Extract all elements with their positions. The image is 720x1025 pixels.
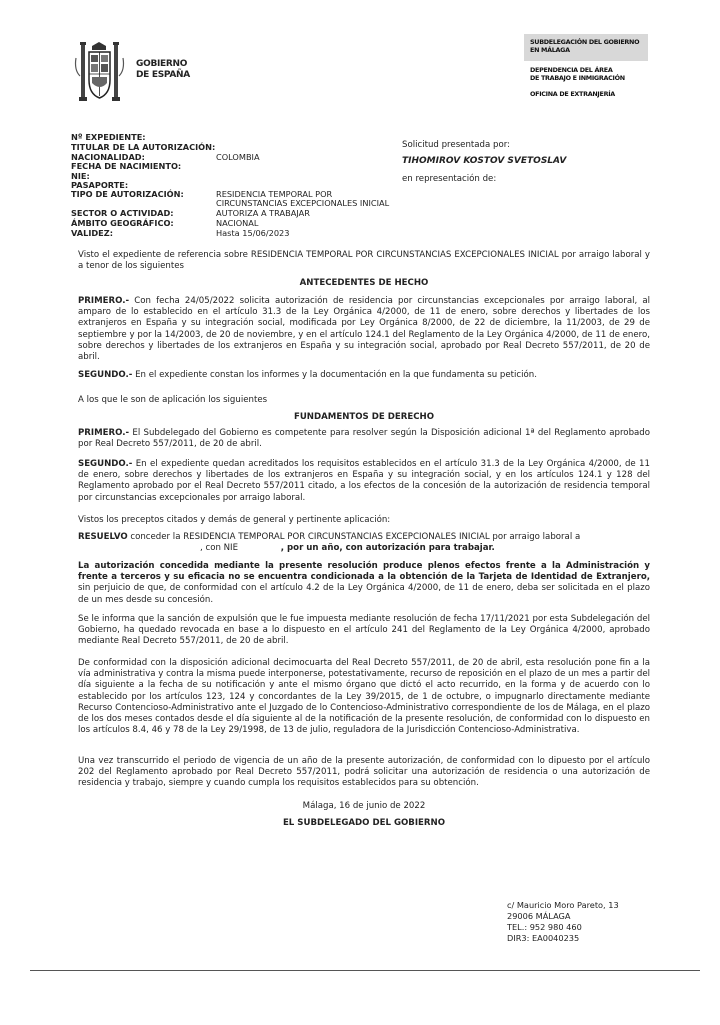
footer-phone: TEL.: 952 980 460 <box>507 922 582 932</box>
value-tipo-line1: RESIDENCIA TEMPORAL POR <box>216 189 333 199</box>
antecedentes-primero-label: PRIMERO.- <box>78 296 130 306</box>
antecedentes-segundo-label: SEGUNDO.- <box>78 370 133 380</box>
footer-dir3: DIR3: EA0040235 <box>507 933 580 943</box>
recursos-paragraph: De conformidad con la disposición adicional decimocuarta del Real Decreto 557/2011, de 20 de abril, esta resolución pone fin a la vía administrativa y contra la misma puede interponerse, potestativamente, recurso de reposición en el plazo de un mes a partir del día siguiente a la fecha de su notificación y ante el mismo órgano que dictó el acto recurrido, en la forma y de acuerdo con lo establecido por los artículos 123, 124 y concordantes de la Ley 39/2015, de 1 de octubre, o impugnarlo directamente mediante Recurso Contencioso-Administrativo ante el Juzgado de lo Contencioso-Administrativo correspondiente de los de Málaga, en el plazo de los dos meses contados desde el día siguiente al de la notificación de la presente resolución, de conformidad con lo dispuesto en los artículos 8.4, 46 y 78 de la Ley 29/1998, de 13 de julio, reguladora de la Jurisdicción Contencioso-Administrativa. <box>78 658 651 736</box>
signature-date: Málaga, 16 de junio de 2022 <box>302 801 426 811</box>
government-title-line2: DE ESPAÑA <box>136 70 190 80</box>
antecedentes-primero-text: Con fecha 24/05/2022 solicita autorización de residencia por circunstancias excepcionales por arraigo laboral, al amparo de lo establecido en el artículo 31.3 de la Ley Orgánica 4/2000, de 11 de enero, sobre derechos y libertades de los extranjeros en España y su integración social, modificada por Ley Orgánica 8/2000, de 22 de diciembre, la 11/2003, de 29 de septiembre y por la 14/2003, de 20 de noviembre, y en el artículo 124.1 del Reglamento de la Ley Orgánica 4/2000, de 11 de enero, sobre derechos y libertades de los extranjeros en España y su integración social, aprobado por Real Decreto 557/2011, de 20 de abril. <box>78 296 650 363</box>
intro-paragraph: Visto el expediente de referencia sobre RESIDENCIA TEMPORAL POR CIRCUNSTANCIAS EXCEPCIONALES INICIAL por arraigo laboral y a tenor de los siguientes <box>78 250 650 272</box>
efectos-bold: La autorización concedida mediante la presente resolución produce plenos efectos frente a la Administración y frente a terceros y su eficacia no se encuentra condicionada a la obtención de la Tarjeta de Identidad de Extranjero, <box>78 561 650 583</box>
subdelegation-line1: SUBDELEGACIÓN DEL GOBIERNO <box>530 38 640 46</box>
resuelvo-text2: , con NIE <box>200 543 239 554</box>
resuelvo-label: RESUELVO <box>78 532 128 542</box>
expulsion-paragraph: Se le informa que la sanción de expulsión que le fue impuesta mediante resolución de fecha 17/11/2021 por esta Subdelegación del Gobierno, ha quedado revocada en base a lo dispuesto en el artículo 241 del Reglamento de la Ley Orgánica 4/2000, aprobado mediante Real Decreto 557/2011, de 20 de abril. <box>78 614 650 647</box>
label-titular: TITULAR DE LA AUTORIZACIÓN: <box>71 142 216 152</box>
value-sector: AUTORIZA A TRABAJAR <box>216 208 310 218</box>
efectos-text: sin perjuicio de que, de conformidad con el artículo 4.2 de la Ley Orgánica 4/2000, de 11 de enero, deba ser solicitada en el plazo de un mes desde su concesión. <box>78 583 650 605</box>
label-pasaporte: PASAPORTE: <box>71 180 129 190</box>
department-line2: DE TRABAJO E INMIGRACIÓN <box>530 74 625 82</box>
label-ambito: ÁMBITO GEOGRÁFICO: <box>71 218 174 228</box>
label-tipo-autorizacion: TIPO DE AUTORIZACIÓN: <box>71 189 184 199</box>
fundamentos-primero <box>78 428 650 450</box>
aplicacion-line: A los que le son de aplicación los siguientes <box>78 395 268 405</box>
footer-postal: 29006 MÁLAGA <box>507 911 571 921</box>
department-label <box>530 66 625 82</box>
label-nacionalidad: NACIONALIDAD: <box>71 152 145 162</box>
fundamentos-heading: FUNDAMENTOS DE DERECHO <box>293 412 435 422</box>
subdelegation-label <box>530 38 639 54</box>
footer-divider <box>30 970 700 971</box>
office-label: OFICINA DE EXTRANJERÍA <box>530 90 615 98</box>
fundamentos-segundo <box>78 459 650 504</box>
value-nacionalidad: COLOMBIA <box>216 152 260 162</box>
footer-address: c/ Mauricio Moro Pareto, 13 <box>507 900 619 910</box>
government-title <box>136 59 190 81</box>
coat-of-arms-icon <box>72 40 127 110</box>
vigencia-paragraph: Una vez transcurrido el periodo de vigencia de un año de la presente autorización, de conformidad con lo dipuesto por el artículo 202 del Reglamento aprobado por Real Decreto 557/2011, podrá solicitar una autorización de residencia o una autorización de residencia y trabajo, siempre y cuando cumpla los requisitos establecidos para su obtención. <box>78 756 650 789</box>
label-validez: VALIDEZ: <box>71 228 113 238</box>
resuelvo-text3: , por un año, con autorización para trabajar. <box>280 543 495 554</box>
label-fecha-nacimiento: FECHA DE NACIMIENTO: <box>71 161 182 171</box>
fundamentos-primero-text: El Subdelegado del Gobierno es competente para resolver según la Disposición adicional 1ª del Reglamento aprobado por Real Decreto 557/2011, de 20 de abril. <box>78 428 650 450</box>
request-representation: en representación de: <box>402 174 497 184</box>
fundamentos-primero-label: PRIMERO.- <box>78 428 130 438</box>
label-expediente: Nº EXPEDIENTE: <box>71 132 146 142</box>
antecedentes-segundo <box>78 370 650 381</box>
request-presented-by: Solicitud presentada por: <box>402 140 510 150</box>
antecedentes-primero <box>78 296 650 363</box>
signatory-title: EL SUBDELEGADO DEL GOBIERNO <box>282 818 446 828</box>
value-validez: Hasta 15/06/2023 <box>216 228 290 238</box>
antecedentes-segundo-text: En el expediente constan los informes y la documentación en la que fundamenta su petición. <box>135 370 537 380</box>
value-ambito: NACIONAL <box>216 218 259 228</box>
efectos-paragraph <box>78 561 650 606</box>
fundamentos-segundo-text: En el expediente quedan acreditados los requisitos establecidos en el artículo 31.3 de la Ley Orgánica 4/2000, de 11 de enero, sobre derechos y libertades de los extranjeros en España y su integración social, y en los artículos 124.1 y 128 del Reglamento aprobado por el Real Decreto 557/2011 citado, a los efectos de la concesión de la autorización de residencia temporal por circunstancias excepcionales por arraigo laboral. <box>78 459 650 503</box>
government-title-line1: GOBIERNO <box>136 59 188 69</box>
antecedentes-heading: ANTECEDENTES DE HECHO <box>299 278 429 288</box>
fundamentos-segundo-label: SEGUNDO.- <box>78 459 133 469</box>
label-sector: SECTOR O ACTIVIDAD: <box>71 208 174 218</box>
vistos-line: Vistos los preceptos citados y demás de general y pertinente aplicación: <box>78 515 391 525</box>
requester-name: TIHOMIROV KOSTOV SVETOSLAV <box>402 156 567 166</box>
resuelvo-paragraph <box>78 532 650 554</box>
resuelvo-text1: conceder la RESIDENCIA TEMPORAL POR CIRCUNSTANCIAS EXCEPCIONALES INICIAL por arraigo laboral a <box>130 532 581 542</box>
department-line1: DEPENDENCIA DEL ÁREA <box>530 66 613 74</box>
value-tipo-line2: CIRCUNSTANCIAS EXCEPCIONALES INICIAL <box>216 198 390 208</box>
subdelegation-line2: EN MÁLAGA <box>530 46 570 54</box>
label-nie: NIE: <box>71 171 90 181</box>
